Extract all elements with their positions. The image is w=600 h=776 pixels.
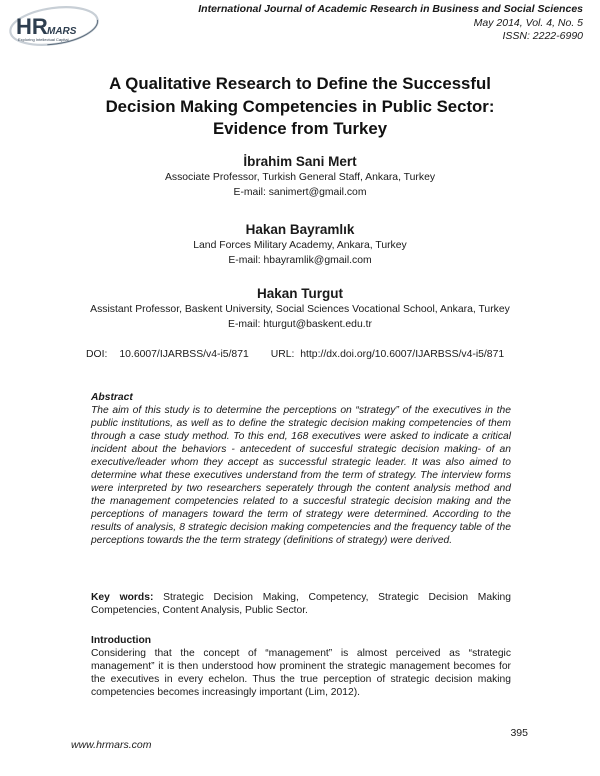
keywords-label: Key words: [91,592,154,603]
author-name: Hakan Bayramlık [245,222,355,237]
author-email: E-mail: sanimert@gmail.com [233,186,367,198]
author-email: E-mail: hbayramlik@gmail.com [228,254,372,266]
abstract-section [91,391,511,547]
journal-issn: ISSN: 2222-6990 [502,30,583,42]
author-name: Hakan Turgut [256,286,343,301]
doi-url-link[interactable]: http://dx.doi.org/10.6007/IJARBSS/v4-i5/871 [300,349,505,360]
author-block-1 [40,153,560,200]
keywords-section [91,591,511,617]
author-affiliation: Assistant Professor, Baskent University, Social Sciences Vocational School, Ankara, Turkey [90,304,510,315]
logo-main-text: HR [16,14,48,39]
abstract-text: The aim of this study is to determine the perceptions on “strategy” of the executives in the public institutions, as well as to define the strategic decision making competencies of them through a case study method. To this end, 168 executives were asked to indicate a critical incident about the behaviors - antecedent of succesful strategic decision making- of an executive/leader whom they accept as successful strategic leader. It was also aimed to determine what these executives understand from the term of strategy. The interview forms were interpreted by two researchers seperately through the content analysis method and the management competencies related to a succesful strategic decision making and the perceptions of managers toward the term of strategy were determined. According to the results of analysis, 8 strategic decision making competencies and the frequency table of the perceptions towards the the term strategy (definitions of strategy) were derived. [91,405,511,546]
doi-value[interactable]: 10.6007/IJARBSS/v4-i5/871 [119,349,249,360]
title-line-1: A Qualitative Research to Define the Successful [109,74,491,93]
author-name: İbrahim Sani Mert [243,154,357,169]
abstract-heading: Abstract [91,392,133,403]
journal-issue: May 2014, Vol. 4, No. 5 [473,16,583,29]
logo-sub-text: MARS [47,26,77,37]
introduction-section [91,634,511,699]
author-block-2 [40,221,560,268]
journal-header [163,3,583,44]
doi-row [86,348,556,362]
page-number: 395 [510,727,528,739]
author-affiliation: Land Forces Military Academy, Ankara, Turkey [193,240,407,251]
url-label: URL: [270,349,295,360]
author-affiliation: Associate Professor, Turkish General Staff, Ankara, Turkey [164,172,436,183]
journal-name: International Journal of Academic Research in Business and Social Sciences [198,3,583,15]
hrmars-logo [4,0,104,50]
title-line-3: Evidence from Turkey [212,119,388,138]
logo-tagline: Exploring Intellectual Capital [18,37,69,42]
keywords-text: Strategic Decision Making, Competency, Strategic Decision Making Competencies, Content Analysis, Public Sector. [91,592,511,616]
author-email: E-mail: hturgut@baskent.edu.tr [228,318,372,330]
paper-title [40,73,560,141]
author-block-3 [40,285,560,332]
doi-label: DOI: [86,349,108,360]
footer-url-link[interactable]: www.hrmars.com [71,739,152,751]
introduction-heading: Introduction [91,635,152,646]
title-line-2: Decision Making Competencies in Public Sector: [105,96,495,116]
introduction-text: Considering that the concept of “management” is almost perceived as “strategic management” it is then understood how prominent the strategic management becomes for the executives in every echelon. Thus the true perception of strategic decision making competencies becomes increasingly important (Lim, 2012). [91,648,511,698]
